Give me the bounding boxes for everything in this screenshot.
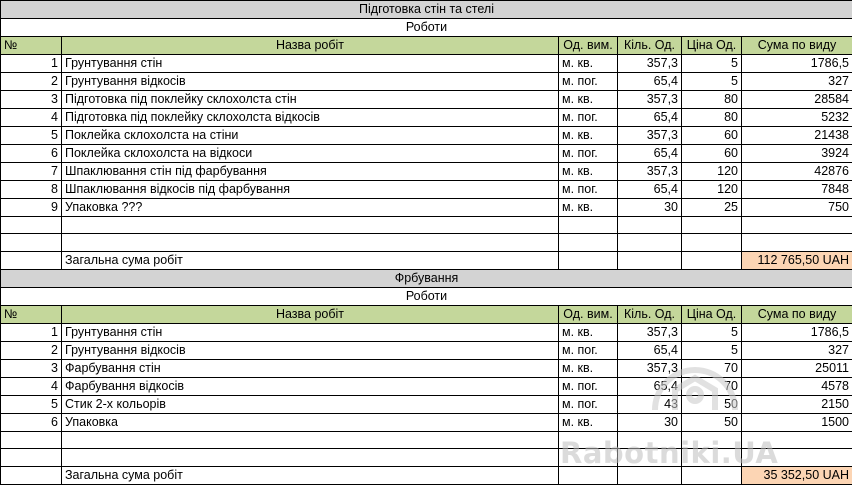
header-quantity[interactable]: Кіль. Од.	[618, 37, 682, 55]
cell-quantity[interactable]: 65,4	[618, 181, 682, 199]
empty-cell[interactable]	[682, 466, 742, 484]
cell-price[interactable]: 5	[682, 73, 742, 91]
empty-cell[interactable]	[1, 466, 62, 484]
empty-cell[interactable]	[1, 251, 62, 269]
empty-cell[interactable]	[62, 234, 559, 251]
empty-cell[interactable]	[618, 234, 682, 251]
empty-cell[interactable]	[618, 217, 682, 234]
cell-work-name[interactable]: Стик 2-х кольорів	[62, 395, 559, 413]
section-title-row	[1, 1, 852, 19]
cell-quantity[interactable]: 65,4	[618, 73, 682, 91]
cell-sum[interactable]: 1786,5	[742, 323, 852, 341]
cell-quantity[interactable]: 30	[618, 413, 682, 431]
cell-number[interactable]: 3	[1, 91, 62, 109]
cell-work-name[interactable]: Підготовка під поклейку склохолста відкосів	[62, 109, 559, 127]
table-row	[1, 127, 852, 145]
header-unit[interactable]: Од. вим.	[559, 305, 618, 323]
cell-quantity[interactable]: 65,4	[618, 341, 682, 359]
cell-sum[interactable]: 750	[742, 199, 852, 217]
watermark-text: Rabotniki.UA	[560, 436, 779, 470]
table-row	[1, 55, 852, 73]
cell-work-name[interactable]: Фарбування стін	[62, 359, 559, 377]
section-title[interactable]: Підготовка стін та стелі	[1, 1, 852, 19]
empty-cell[interactable]	[559, 449, 618, 466]
table-row	[1, 413, 852, 431]
cell-number[interactable]: 3	[1, 359, 62, 377]
total-value[interactable]: 35 352,50 UAH	[742, 466, 852, 484]
cell-sum[interactable]: 1500	[742, 413, 852, 431]
cell-price[interactable]: 70	[682, 359, 742, 377]
cell-sum[interactable]: 1786,5	[742, 55, 852, 73]
cell-unit[interactable]: м. пог.	[559, 145, 618, 163]
cell-quantity[interactable]: 357,3	[618, 91, 682, 109]
empty-cell[interactable]	[62, 449, 559, 466]
empty-row	[1, 431, 852, 448]
cell-quantity[interactable]: 65,4	[618, 377, 682, 395]
cell-quantity[interactable]: 357,3	[618, 323, 682, 341]
cell-sum[interactable]: 4578	[742, 377, 852, 395]
cell-sum[interactable]: 3924	[742, 145, 852, 163]
cell-work-name[interactable]: Грунтування відкосів	[62, 73, 559, 91]
cell-number[interactable]: 6	[1, 413, 62, 431]
empty-cell[interactable]	[1, 431, 62, 448]
section-title-row	[1, 269, 852, 287]
empty-row	[1, 449, 852, 466]
table-row	[1, 163, 852, 181]
cell-work-name[interactable]: Фарбування відкосів	[62, 377, 559, 395]
cell-unit[interactable]: м. кв.	[559, 55, 618, 73]
empty-cell[interactable]	[559, 234, 618, 251]
header-sum[interactable]: Сума по виду	[742, 37, 852, 55]
cell-unit[interactable]: м. кв.	[559, 91, 618, 109]
cell-unit[interactable]: м. кв.	[559, 163, 618, 181]
cell-price[interactable]: 80	[682, 91, 742, 109]
empty-cell[interactable]	[62, 217, 559, 234]
cell-quantity[interactable]: 357,3	[618, 55, 682, 73]
cell-number[interactable]: 1	[1, 323, 62, 341]
table-row	[1, 91, 852, 109]
cell-unit[interactable]: м. кв.	[559, 413, 618, 431]
empty-cell[interactable]	[559, 466, 618, 484]
cell-number[interactable]: 1	[1, 55, 62, 73]
total-label[interactable]: Загальна сума робіт	[62, 466, 559, 484]
table-row	[1, 199, 852, 217]
cell-quantity[interactable]: 357,3	[618, 127, 682, 145]
header-quantity[interactable]: Кіль. Од.	[618, 305, 682, 323]
table-row	[1, 145, 852, 163]
header-name[interactable]: Назва робіт	[62, 37, 559, 55]
cell-sum[interactable]: 5232	[742, 109, 852, 127]
header-unit[interactable]: Од. вим.	[559, 37, 618, 55]
empty-cell[interactable]	[559, 251, 618, 269]
empty-cell[interactable]	[618, 466, 682, 484]
empty-cell[interactable]	[742, 431, 852, 448]
cell-work-name[interactable]: Грунтування стін	[62, 55, 559, 73]
cell-price[interactable]: 5	[682, 55, 742, 73]
cell-unit[interactable]: м. кв.	[559, 323, 618, 341]
header-sum[interactable]: Сума по виду	[742, 305, 852, 323]
cell-unit[interactable]: м. кв.	[559, 127, 618, 145]
cell-sum[interactable]: 2150	[742, 395, 852, 413]
cell-work-name[interactable]: Грунтування стін	[62, 323, 559, 341]
cell-price[interactable]: 80	[682, 109, 742, 127]
section-subtitle-row	[1, 287, 852, 305]
cell-price[interactable]: 50	[682, 395, 742, 413]
empty-cell[interactable]	[559, 431, 618, 448]
cell-quantity[interactable]: 43	[618, 395, 682, 413]
column-header-row	[1, 37, 852, 55]
cell-unit[interactable]: м. пог.	[559, 377, 618, 395]
table-row	[1, 341, 852, 359]
cell-work-name[interactable]: Шпаклювання стін під фарбування	[62, 163, 559, 181]
cell-price[interactable]: 5	[682, 323, 742, 341]
cell-unit[interactable]: м. пог.	[559, 341, 618, 359]
empty-cell[interactable]	[618, 431, 682, 448]
cell-unit[interactable]: м. пог.	[559, 73, 618, 91]
empty-cell[interactable]	[742, 449, 852, 466]
empty-cell[interactable]	[1, 217, 62, 234]
empty-row	[1, 217, 852, 234]
cell-quantity[interactable]: 30	[618, 199, 682, 217]
table-row	[1, 359, 852, 377]
cell-quantity[interactable]: 357,3	[618, 359, 682, 377]
section-title[interactable]: Фрбування	[1, 269, 852, 287]
cell-quantity[interactable]: 65,4	[618, 109, 682, 127]
cell-work-name[interactable]: Поклейка склохолста на відкоси	[62, 145, 559, 163]
cell-number[interactable]: 2	[1, 341, 62, 359]
cell-price[interactable]: 5	[682, 341, 742, 359]
cell-price[interactable]: 50	[682, 413, 742, 431]
cell-number[interactable]: 2	[1, 73, 62, 91]
section-subtitle[interactable]: Роботи	[1, 19, 852, 37]
header-name[interactable]: Назва робіт	[62, 305, 559, 323]
table-row	[1, 323, 852, 341]
total-label[interactable]: Загальна сума робіт	[62, 251, 559, 269]
empty-cell[interactable]	[742, 234, 852, 251]
empty-cell[interactable]	[559, 217, 618, 234]
cell-price[interactable]: 25	[682, 199, 742, 217]
column-header-row	[1, 305, 852, 323]
header-price[interactable]: Ціна Од.	[682, 37, 742, 55]
cell-unit[interactable]: м. пог.	[559, 109, 618, 127]
cell-sum[interactable]: 25011	[742, 359, 852, 377]
empty-cell[interactable]	[682, 234, 742, 251]
total-row	[1, 466, 852, 484]
cell-sum[interactable]: 327	[742, 341, 852, 359]
section-subtitle[interactable]: Роботи	[1, 287, 852, 305]
empty-cell[interactable]	[62, 431, 559, 448]
cell-price[interactable]: 60	[682, 127, 742, 145]
estimate-table-body	[1, 1, 852, 485]
empty-cell[interactable]	[742, 217, 852, 234]
cell-quantity[interactable]: 357,3	[618, 163, 682, 181]
cell-sum[interactable]: 7848	[742, 181, 852, 199]
header-number[interactable]: №	[1, 37, 62, 55]
cell-unit[interactable]: м. пог.	[559, 395, 618, 413]
cell-sum[interactable]: 28584	[742, 91, 852, 109]
empty-cell[interactable]	[1, 234, 62, 251]
cell-price[interactable]: 120	[682, 163, 742, 181]
empty-cell[interactable]	[618, 251, 682, 269]
cell-work-name[interactable]: Упаковка	[62, 413, 559, 431]
cell-number[interactable]: 4	[1, 377, 62, 395]
cell-work-name[interactable]: Шпаклювання відкосів під фарбування	[62, 181, 559, 199]
cell-number[interactable]: 7	[1, 163, 62, 181]
total-row	[1, 251, 852, 269]
cell-number[interactable]: 5	[1, 395, 62, 413]
total-value[interactable]: 112 765,50 UAH	[742, 251, 852, 269]
cell-price[interactable]: 70	[682, 377, 742, 395]
cell-number[interactable]: 6	[1, 145, 62, 163]
cell-sum[interactable]: 21438	[742, 127, 852, 145]
cell-quantity[interactable]: 65,4	[618, 145, 682, 163]
table-row	[1, 395, 852, 413]
empty-cell[interactable]	[682, 431, 742, 448]
cell-number[interactable]: 9	[1, 199, 62, 217]
header-price[interactable]: Ціна Од.	[682, 305, 742, 323]
empty-cell[interactable]	[682, 217, 742, 234]
empty-row	[1, 234, 852, 251]
cell-unit[interactable]: м. пог.	[559, 181, 618, 199]
header-number[interactable]: №	[1, 305, 62, 323]
empty-cell[interactable]	[618, 449, 682, 466]
cell-work-name[interactable]: Упаковка ???	[62, 199, 559, 217]
empty-cell[interactable]	[682, 251, 742, 269]
cell-sum[interactable]: 327	[742, 73, 852, 91]
cell-work-name[interactable]: Поклейка склохолста на стіни	[62, 127, 559, 145]
cell-sum[interactable]: 42876	[742, 163, 852, 181]
table-row	[1, 377, 852, 395]
cell-number[interactable]: 5	[1, 127, 62, 145]
cell-number[interactable]: 4	[1, 109, 62, 127]
table-row	[1, 181, 852, 199]
cell-unit[interactable]: м. кв.	[559, 199, 618, 217]
cell-work-name[interactable]: Грунтування відкосів	[62, 341, 559, 359]
empty-cell[interactable]	[1, 449, 62, 466]
table-row	[1, 109, 852, 127]
cell-price[interactable]: 60	[682, 145, 742, 163]
empty-cell[interactable]	[682, 449, 742, 466]
section-subtitle-row	[1, 19, 852, 37]
table-row	[1, 73, 852, 91]
cell-number[interactable]: 8	[1, 181, 62, 199]
cell-work-name[interactable]: Підготовка під поклейку склохолста стін	[62, 91, 559, 109]
cell-price[interactable]: 120	[682, 181, 742, 199]
cell-unit[interactable]: м. кв.	[559, 359, 618, 377]
